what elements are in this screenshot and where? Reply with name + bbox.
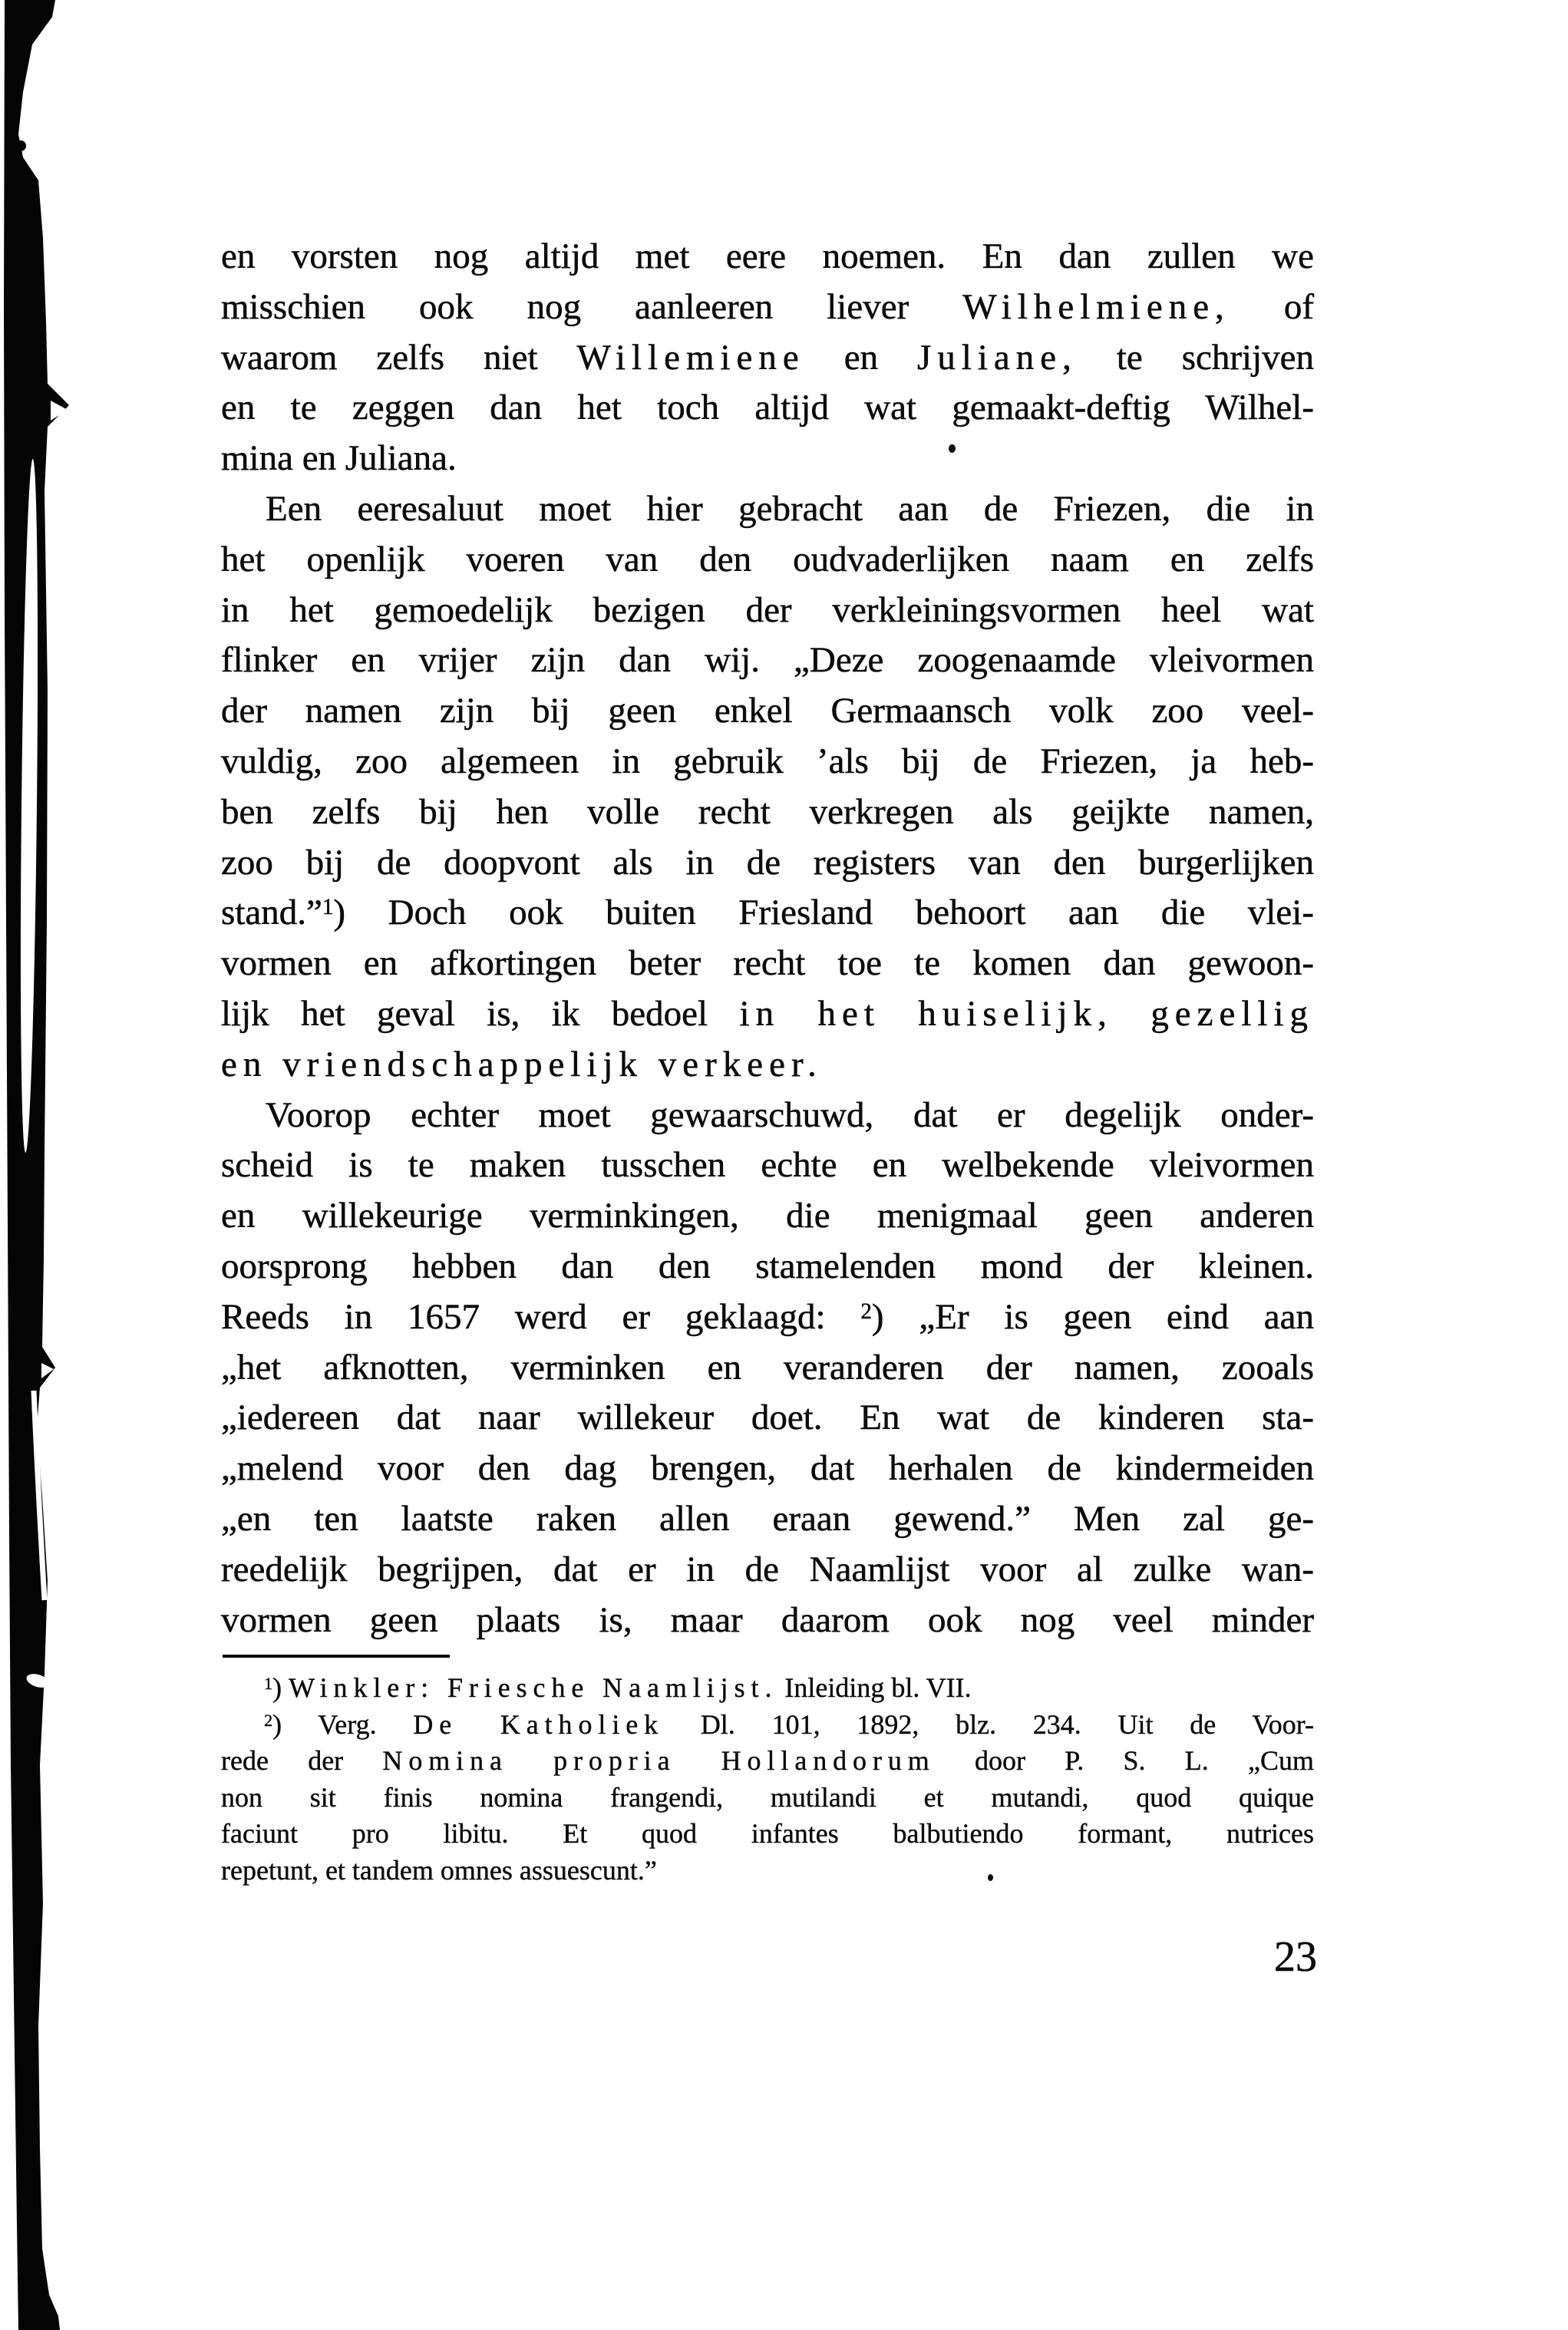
footnote-rule (223, 1655, 450, 1658)
text-segment: rede der (221, 1745, 383, 1777)
text-segment: „melend voor den dag brengen, dat herhalen de kindermeiden (221, 1448, 1314, 1489)
text-segment: ) Verg. (272, 1708, 414, 1740)
text-line (221, 635, 1314, 686)
text-line (221, 686, 1314, 737)
text-segment: en (804, 337, 918, 378)
text-segment: door P. S. L. „Cum (935, 1745, 1314, 1777)
text-segment: faciunt pro libitu. Et quod infantes balbutiendo formant, nutrices (221, 1818, 1314, 1850)
text-segment: in het gemoedelijk bezigen der verkleiningsvormen heel wat (221, 589, 1314, 630)
text-line (221, 1343, 1314, 1394)
footnote-marker: 2 (264, 1710, 273, 1730)
text-line (221, 383, 1314, 434)
text-segment: het openlijk voeren van den oudvaderlijken naam en zelfs (221, 539, 1314, 579)
text-line (221, 1191, 1314, 1242)
binding-shadow-artifact (0, 0, 153, 2330)
text-segment: „iedereen dat naar willekeur doet. En wat de kinderen sta- (221, 1398, 1314, 1438)
text-segment: en willekeurige verminkingen, die menigmaal geen anderen (221, 1196, 1314, 1236)
text-segment: reedelijk begrijpen, dat er in de Naamlijst voor al zulke wan- (221, 1549, 1314, 1589)
text-line (221, 989, 1314, 1040)
text-line (221, 838, 1314, 889)
text-segment: vormen en afkortingen beter recht toe te komen dan gewoon- (221, 943, 1314, 984)
text-segment: non sit finis nomina frangendi, mutilandi et mutandi, quod quique (221, 1781, 1314, 1813)
text-segment: vormen geen plaats is, maar daarom ook nog veel minder (221, 1599, 1314, 1640)
text-segment: flinker en vrijer zijn dan wij. „Deze zoogenaamde vleivormen (221, 640, 1314, 681)
text-segment: repetunt, et tandem omnes assuescunt.” (221, 1854, 657, 1886)
ink-speck (949, 444, 956, 453)
text-line (221, 1091, 1314, 1141)
page-number: 23 (1274, 1933, 1317, 1981)
text-segment: ben zelfs bij hen volle recht verkregen als geijkte namen, (221, 791, 1314, 832)
text-line (221, 939, 1314, 989)
text-segment: „het afknotten, verminken en veranderen der namen, zooals (221, 1347, 1314, 1388)
text-segment: ) Doch ook buiten Friesland behoort aan die vlei- (333, 893, 1314, 933)
text-line (221, 1393, 1314, 1444)
text-segment: lijk het geval is, ik bedoel (221, 993, 740, 1034)
text-segment: oorsprong hebben dan den stamelenden mond der kleinen. (221, 1246, 1314, 1286)
footnote-marker: 1 (264, 1673, 273, 1693)
footnote-line (221, 1780, 1314, 1817)
footnotes-block (221, 1670, 1314, 1889)
text-line (221, 888, 1314, 939)
text-line (221, 1444, 1314, 1494)
text-segment: en vorsten nog altijd met eere noemen. En dan zullen we (221, 236, 1314, 276)
text-segment: „en ten laatste raken allen eraan gewend.” Men zal ge- (221, 1498, 1314, 1539)
text-segment: in het huiselijk, gezellig (739, 993, 1314, 1034)
text-segment: scheid is te maken tusschen echte en welbekende vleivormen (221, 1145, 1314, 1186)
footnote-line (221, 1816, 1314, 1853)
text-line (221, 1494, 1314, 1545)
text-segment: der namen zijn bij geen enkel Germaansch volk zoo veel- (221, 691, 1314, 731)
text-segment: Winkler: Friesche Naamlijst. (289, 1672, 778, 1703)
text-segment: Reeds in 1657 werd er geklaagd: (221, 1296, 861, 1337)
text-segment: en vriendschappelijk verkeer. (221, 1044, 823, 1084)
text-line (221, 737, 1314, 787)
text-segment: ) „Er is geen eind aan (871, 1296, 1314, 1337)
text-segment: stand.” (221, 893, 322, 933)
footnote-marker: 1 (322, 895, 334, 920)
footnote-line (221, 1853, 1314, 1889)
text-segment: ) (272, 1672, 289, 1703)
text-segment: waarom zelfs niet (221, 337, 577, 378)
text-line (221, 586, 1314, 636)
text-segment: Juliane, (917, 337, 1078, 378)
text-line (221, 1140, 1314, 1191)
text-line (221, 535, 1314, 586)
text-segment: misschien ook nog aanleeren liever (221, 286, 963, 327)
text-line (221, 232, 1314, 282)
text-line (221, 484, 1314, 535)
text-line (221, 333, 1314, 384)
ink-speck (988, 1874, 993, 1881)
text-segment: Wilhelmiene, (962, 286, 1230, 327)
text-segment: of (1230, 286, 1314, 327)
text-segment: De Katholiek (413, 1708, 665, 1740)
text-segment: Willemiene (576, 337, 805, 378)
text-line (221, 1292, 1314, 1343)
footnote-line (221, 1743, 1314, 1780)
text-line (221, 787, 1314, 838)
text-line (221, 434, 1314, 484)
text-segment: Een eeresaluut moet hier gebracht aan de Friezen, die in (266, 488, 1314, 529)
text-line (221, 1545, 1314, 1596)
text-segment: Dl. 101, 1892, blz. 234. Uit de Voor- (664, 1708, 1314, 1740)
text-segment: Inleiding bl. VII. (777, 1672, 972, 1703)
body-text-block (221, 232, 1314, 1645)
text-line (221, 1242, 1314, 1292)
text-segment: Nomina propria Hollandorum (382, 1745, 936, 1777)
footnote-line (221, 1707, 1314, 1744)
text-segment: te schrijven (1077, 337, 1314, 378)
text-segment: zoo bij de doopvont als in de registers van den burgerlijken (221, 842, 1314, 883)
text-segment: vuldig, zoo algemeen in gebruik ʼals bij de Friezen, ja heb- (221, 741, 1314, 781)
text-line (221, 1040, 1314, 1091)
footnote-marker: 2 (860, 1299, 872, 1324)
text-line (221, 1596, 1314, 1646)
text-segment: mina en Juliana. (221, 438, 457, 479)
footnote-line (221, 1670, 1314, 1707)
text-segment: Voorop echter moet gewaarschuwd, dat er degelijk onder- (266, 1094, 1314, 1135)
text-line (221, 282, 1314, 333)
text-segment: en te zeggen dan het toch altijd wat gemaakt-deftig Wilhel- (221, 388, 1314, 428)
